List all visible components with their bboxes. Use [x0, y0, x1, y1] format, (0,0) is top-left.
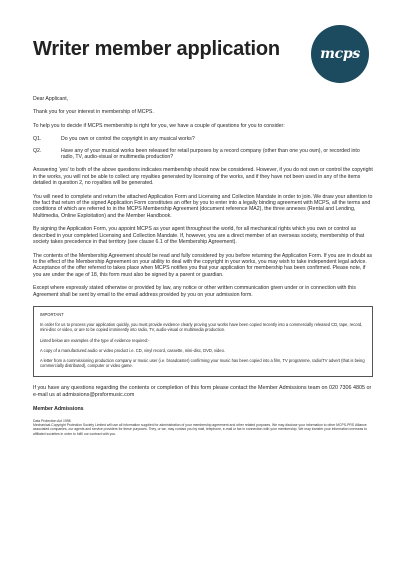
important-line: A letter from a commissioning production company or music user (i.e. broadcaster) confirming your music has been copied into a film, TV programme, radio/TV advert (that is being commercially distributed), computer or video game. — [40, 357, 365, 369]
paragraph-notices: Except where expressly stated otherwise or provided by law, any notice or other written communication given under or in connection with this Agreement shall be sent by email to the email address provided by you on your admission form. — [33, 285, 356, 298]
page-title: Writer member application — [33, 38, 280, 60]
letter-body — [33, 96, 373, 436]
data-protection-heading: Data Protection Act 1998 — [33, 418, 71, 423]
paragraph-complete-return: You will need to complete and return the attached Application Form and Licensing and Collection Mandate in order to join. We draw your attention to the fact that return of the signed Application Form constitutes an offer by you to enter into a legally binding agreement with MCPS, all the terms and conditions of which are referred to in the MCPS Membership Agreement (document reference MA2), the three annexes (Rental and Lending, Multimedia, Online Exploitation) and the Member Handbook. — [33, 193, 373, 219]
important-box — [33, 306, 373, 377]
important-line: Listed below are examples of the type of evidence required:- — [40, 337, 150, 343]
data-protection-notice — [33, 419, 373, 436]
question-2 — [33, 148, 373, 161]
paragraph-agreement-contents: The contents of the Membership Agreement should be read and fully considered by you before returning the Application Form. If you are in doubt as to the effect of the Membership Agreement on your ability to deal with the copyright in your works, you may wish to take independent legal advice. Acceptance of the offer referred to takes place when MCPS notifies you that your application for membership has been confirmed. Please note, if you are under the age of 18, this form must also be signed by a parent or guardian. — [33, 252, 373, 278]
question-1 — [33, 136, 373, 142]
important-heading: IMPORTANT — [40, 311, 64, 317]
important-line: A copy of a manufactured audio or video product i.e. CD, vinyl record, cassette, mini-disc, DVD, video. — [40, 347, 225, 353]
data-protection-text: Mechanical-Copyright Protection Society Limited will use all information supplied for administration of your membership agreement and other related purposes. We may disclose your information to other MCPS-PRS Alliance associated companies, our agents and service providers for these purposes. They, or we, may contact you by mail, telephone, e-mail or fax in connection with your membership. We may transfer your information overseas to affiliated societies in order to fulfil our contract with you. — [33, 423, 367, 436]
question-text: Do you own or control the copyright in any musical works? — [61, 136, 195, 143]
question-text: Have any of your musical works been released for retail purposes by a record company (other than one you own), or recorded into radio, TV, audio-visual or multimedia production? — [61, 147, 360, 161]
signoff: Member Admissions — [33, 405, 84, 412]
mcps-logo-text: mcps — [320, 46, 360, 62]
question-number: Q1. — [33, 136, 42, 143]
paragraph-signing: By signing the Application Form, you appoint MCPS as your agent throughout the world, for all mechanical rights which you own or control as described in your completed Licensing and Collection Mandate. If, however, you are a direct member of an overseas society, membership of that society takes precedence in that territory (see clause 6.1 of the Membership Agreement). — [33, 226, 365, 246]
intro-paragraph: Thank you for your interest in membership of MCPS. — [33, 109, 154, 116]
paragraph-answering: Answering ‘yes’ to both of the above questions indicates membership should now be considered. However, if you do not own or control the copyright in the works, you will not be able to collect any royalties generated by licensing of the works, and if they have not been used in any of the items detailed in question 2, no royalties will be generated. — [33, 167, 373, 187]
contact-paragraph: If you have any questions regarding the contents or completion of this form please contact the Member Admissions team on 020 7306 4805 or e-mail us at admissions@prsformusic.com — [33, 385, 372, 398]
greeting: Dear Applicant, — [33, 96, 69, 102]
question-number: Q2. — [33, 147, 42, 154]
mcps-logo — [311, 25, 369, 83]
help-paragraph: To help you to decide if MCPS membership is right for you, we have a couple of questions for you to consider: — [33, 122, 285, 129]
important-line: In order for us to process your application quickly, you must provide evidence clearly proving your works have been copied recently into a commercially released CD, tape, record, mini-disc or video, or are to be copied imminently into radio, TV, audio-visual or multimedia production. — [40, 322, 363, 333]
